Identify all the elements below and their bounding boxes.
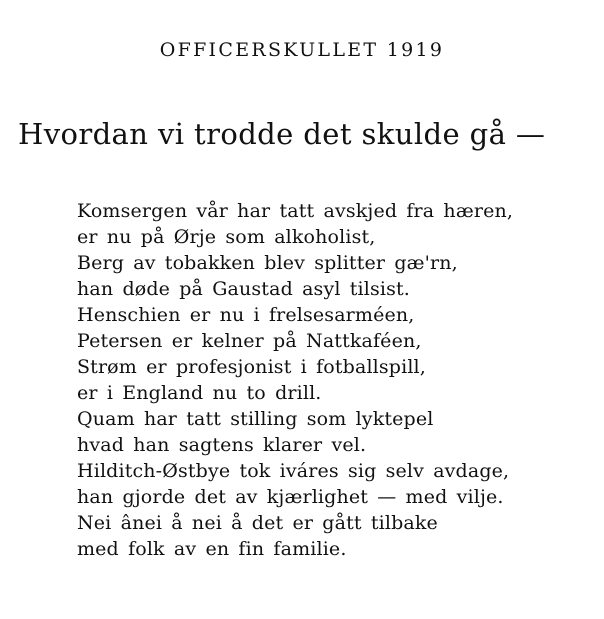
poem-line: Nei ânei å nei å det er gått tilbake xyxy=(77,512,438,534)
poem-line: Petersen er kelner på Nattkaféen, xyxy=(77,330,422,352)
poem-line: Komsergen vår har tatt avskjed fra hæren, xyxy=(77,200,514,222)
poem-line: han døde på Gaustad asyl tilsist. xyxy=(77,278,410,300)
poem-line: Berg av tobakken blev splitter gæ'rn, xyxy=(77,252,458,274)
poem-line: han gjorde det av kjærlighet — med vilje. xyxy=(77,486,504,508)
poem-line: med folk av en fin familie. xyxy=(77,538,347,560)
poem-line: hvad han sagtens klarer vel. xyxy=(77,434,367,456)
poem-body xyxy=(77,198,592,562)
poem-line: er i England nu to drill. xyxy=(77,382,322,404)
poem-line: Hilditch-Østbye tok iváres sig selv avdage, xyxy=(77,460,510,482)
poem-line: Strøm er profesjonist i fotballspill, xyxy=(77,356,426,378)
poem-line: er nu på Ørje som alkoholist, xyxy=(77,226,376,248)
poem-line: Quam har tatt stilling som lyktepel xyxy=(77,408,434,430)
poem-line: Henschien er nu i frelsesarméen, xyxy=(77,304,415,326)
poem-title: Hvordan vi trodde det skulde gå — xyxy=(18,117,546,151)
page-header: OFFICERSKULLET 1919 xyxy=(159,39,445,61)
